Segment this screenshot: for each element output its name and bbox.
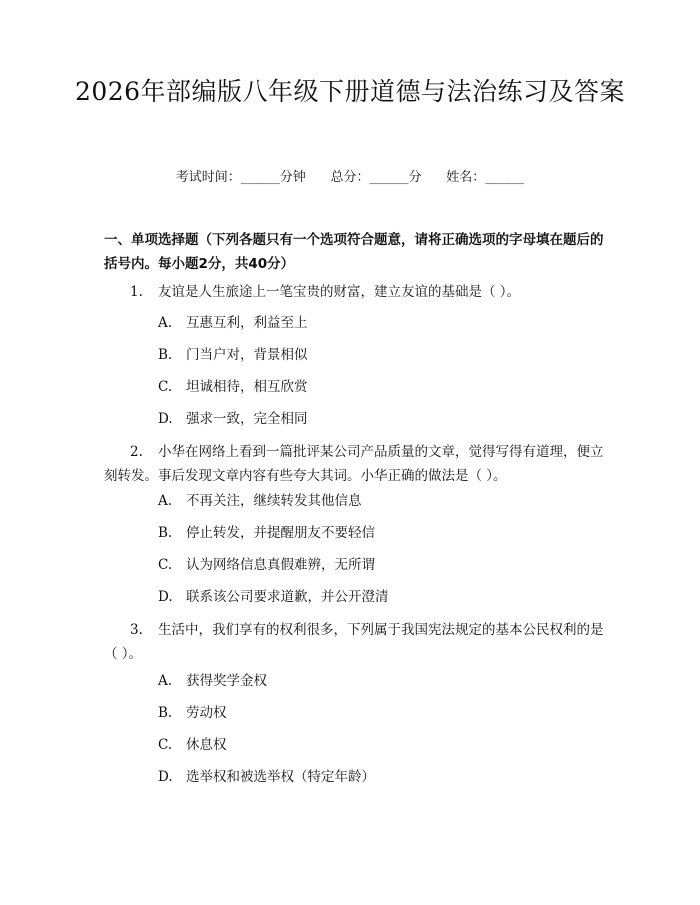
question-3	[104, 618, 604, 666]
option-letter: D.	[158, 589, 173, 605]
option-text: 获得奖学金权	[186, 673, 267, 689]
document-title: 2026年部编版八年级下册道德与法治练习及答案	[74, 77, 626, 106]
option-letter: A.	[158, 493, 173, 509]
question-2-option-a	[158, 490, 578, 512]
section-heading: 一、单项选择题（下列各题只有一个选项符合题意，请将正确选项的字母填在题后的括号内。每小题2分，共40分）	[104, 232, 604, 272]
option-text: 门当户对，背景相似	[186, 347, 308, 363]
option-letter: B.	[158, 705, 173, 721]
option-text: 强求一致，完全相同	[186, 411, 308, 427]
question-2	[104, 440, 604, 488]
option-text: 坦诚相待，相互欣赏	[186, 379, 308, 395]
question-3-option-c	[158, 734, 578, 756]
exam-info-line: 考试时间：______分钟 总分：______分 姓名：______	[175, 170, 525, 185]
option-text: 停止转发，并提醒朋友不要轻信	[186, 525, 375, 541]
option-letter: B.	[158, 347, 173, 363]
option-letter: A.	[158, 673, 173, 689]
option-letter: C.	[158, 737, 173, 753]
question-3-option-b	[158, 702, 578, 724]
question-number: 1.	[130, 284, 143, 300]
option-letter: C.	[158, 557, 173, 573]
question-2-option-c	[158, 554, 578, 576]
option-text: 联系该公司要求道歉，并公开澄清	[186, 589, 389, 605]
option-text: 休息权	[186, 737, 227, 753]
question-1-option-d	[158, 408, 578, 430]
option-letter: A.	[158, 315, 173, 331]
question-number: 3.	[130, 622, 143, 638]
question-number: 2.	[130, 444, 143, 460]
option-letter: D.	[158, 411, 173, 427]
question-2-option-b	[158, 522, 578, 544]
option-text: 认为网络信息真假难辨，无所谓	[186, 557, 375, 573]
question-text: 友谊是人生旅途上一笔宝贵的财富，建立友谊的基础是（ ）。	[158, 284, 521, 300]
question-3-option-a	[158, 670, 578, 692]
question-1-option-a	[158, 312, 578, 334]
option-text: 互惠互利，利益至上	[186, 315, 308, 331]
option-letter: D.	[158, 769, 173, 785]
question-1-option-b	[158, 344, 578, 366]
question-3-option-d	[158, 766, 578, 788]
option-letter: C.	[158, 379, 173, 395]
option-text: 不再关注，继续转发其他信息	[186, 493, 362, 509]
question-text: 生活中，我们享有的权利很多，下列属于我国宪法规定的基本公民权利的是（ ）。	[104, 622, 604, 662]
question-text: 小华在网络上看到一篇批评某公司产品质量的文章，觉得写得有道理，便立刻转发。事后发现文章内容有些夸大其词。小华正确的做法是（ ）。	[104, 444, 604, 484]
question-2-option-d	[158, 586, 578, 608]
option-text: 劳动权	[186, 705, 227, 721]
option-letter: B.	[158, 525, 173, 541]
option-text: 选举权和被选举权（特定年龄）	[186, 769, 375, 785]
question-1	[104, 280, 604, 304]
question-1-option-c	[158, 376, 578, 398]
